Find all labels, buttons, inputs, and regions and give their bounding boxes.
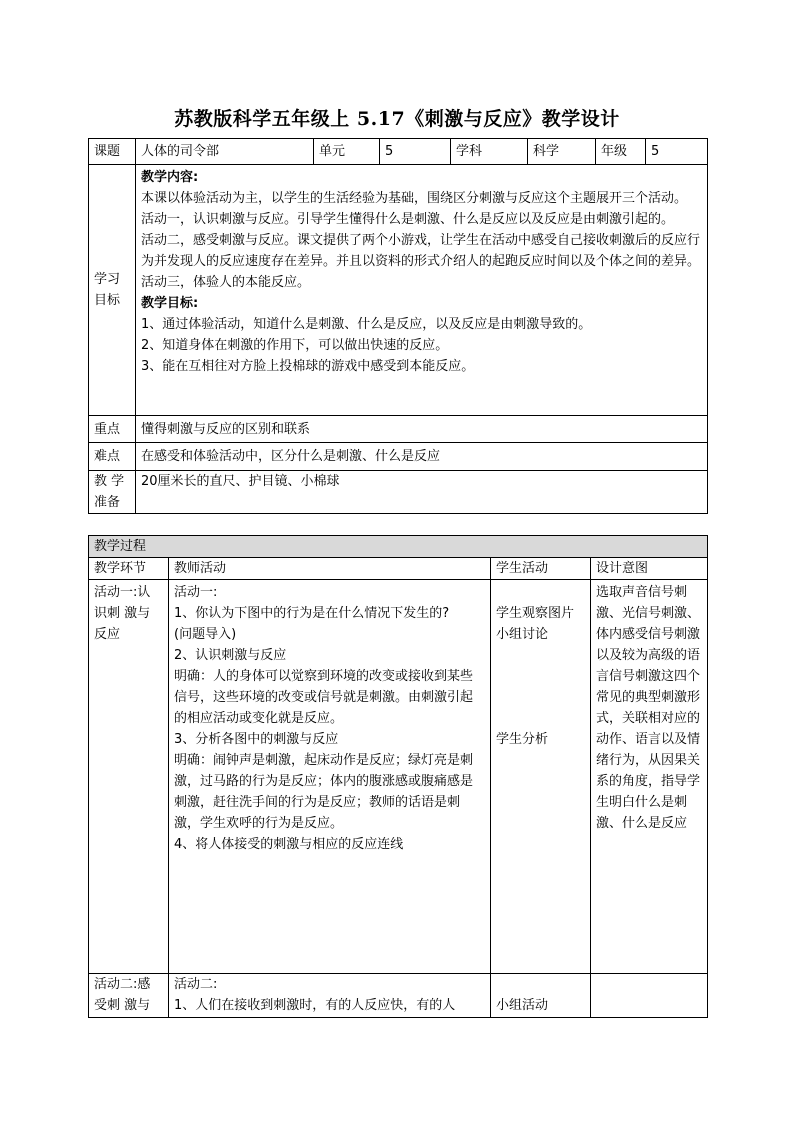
subject-value: 科学 [528,139,596,165]
topic-label: 课题 [89,139,136,165]
key-point-label: 重点 [89,416,136,443]
header-teacher: 教师活动 [169,558,491,580]
process-header-row [89,558,708,580]
content-paragraph: 活动二，感受刺激与反应。课文提供了两个小游戏，让学生在活动中感受自己接收刺激后的反应行为并发现人的反应速度存在差异。并且以资料的形式介绍人的起跑反应时间以及个体之间的差异。 [141,233,701,269]
activity1-stage [89,580,169,974]
activity2-row [89,974,708,1018]
activity1-row [89,580,708,974]
goals-label [89,165,136,416]
subject-label: 学科 [451,139,528,165]
key-point-row [89,416,708,443]
content-paragraph: 活动三，体验人的本能反应。 [141,275,311,290]
goals-content [136,165,708,416]
key-point-value: 懂得刺激与反应的区别和联系 [136,416,708,443]
activity2-student: 小组活动 [491,974,591,1018]
preparation-label-line-1: 教 学 [94,474,125,489]
teacher-line: 1、你认为下图中的行为是在什么情况下发生的? [174,606,450,621]
objectives-heading: 教学目标: [141,296,199,311]
activity2-stage [89,974,169,1018]
preparation-label [89,471,136,514]
activity2-stage-line: 活动二:感 [94,977,151,992]
goals-row [89,165,708,416]
content-heading: 教学内容: [141,170,199,185]
process-table [88,535,708,1018]
process-section-row [89,536,708,558]
preparation-value: 20厘米长的直尺、护目镜、小棉球 [136,471,708,514]
student-line: 学生分析 [496,732,549,747]
teacher-line: 3、分析各图中的刺激与反应 [174,732,339,747]
teacher-line: 活动二: [174,977,218,992]
difficulty-label: 难点 [89,443,136,471]
preparation-row [89,471,708,514]
objective-item: 3、能在互相往对方脸上投棉球的游戏中感受到本能反应。 [141,359,475,374]
info-row [89,139,708,165]
difficulty-row [89,443,708,471]
teacher-line: 4、将人体接受的刺激与相应的反应连线 [174,837,404,852]
process-section-title: 教学过程 [89,536,708,558]
teacher-line: 2、认识刺激与反应 [174,648,287,663]
teacher-line: 活动一: [174,585,218,600]
teacher-line: 明确：闹钟声是刺激，起床动作是反应；绿灯亮是刺激，过马路的行为是反应；体内的腹涨感或腹痛感是刺激，赶往洗手间的行为是反应；教师的话语是刺激，学生欢呼的行为是反应。 [174,753,474,831]
student-line: 小组讨论 [496,627,549,642]
content-paragraph: 活动一，认识刺激与反应。引导学生懂得什么是刺激、什么是反应以及反应是由刺激引起的。 [141,212,675,227]
activity2-stage-line: 受刺 激与 [94,998,151,1013]
activity2-intent [591,974,708,1018]
header-stage: 教学环节 [89,558,169,580]
content-paragraph: 本课以体验活动为主，以学生的生活经验为基础，围绕区分刺激与反应这个主题展开三个活动。 [141,191,688,206]
teacher-line: 明确：人的身体可以觉察到环境的改变或接收到某些信号，这些环境的改变或信号就是刺激。由刺激引起的相应活动或变化就是反应。 [174,669,474,726]
objective-item: 2、知道身体在刺激的作用下，可以做出快速的反应。 [141,338,449,353]
activity1-intent: 选取声音信号刺激、光信号刺激、体内感受信号刺激以及较为高级的语言信号刺激这四个常见的典型刺激形式，关联相对应的动作、语言以及情绪行为，从因果关系的角度，指导学生明白什么是刺激、什么是反应 [591,580,708,974]
activity1-stage-line: 识刺 激与 [94,606,151,621]
teacher-line: 1、人们在接收到刺激时，有的人反应快，有的人 [174,998,456,1013]
unit-label: 单元 [314,139,380,165]
lesson-info-table [88,138,708,514]
difficulty-value: 在感受和体验活动中，区分什么是刺激、什么是反应 [136,443,708,471]
grade-label: 年级 [596,139,646,165]
activity1-teacher [169,580,491,974]
header-intent: 设计意图 [591,558,708,580]
page-title: 苏教版科学五年级上 5.17《刺激与反应》教学设计 [174,108,620,130]
header-student: 学生活动 [491,558,591,580]
activity1-stage-line: 活动一:认 [94,585,151,600]
activity1-stage-line: 反应 [94,627,121,642]
activity1-student [491,580,591,974]
grade-value: 5 [646,139,708,165]
unit-value: 5 [380,139,451,165]
student-line: 学生观察图片 [496,606,575,621]
preparation-label-line-2: 准备 [94,495,121,510]
objective-item: 1、通过体验活动，知道什么是刺激、什么是反应，以及反应是由刺激导致的。 [141,317,592,332]
activity2-teacher [169,974,491,1018]
teacher-line: (问题导入) [174,627,237,642]
topic-value: 人体的司令部 [136,139,314,165]
goals-label-line-2: 目标 [94,293,121,308]
goals-label-line-1: 学习 [94,272,121,287]
